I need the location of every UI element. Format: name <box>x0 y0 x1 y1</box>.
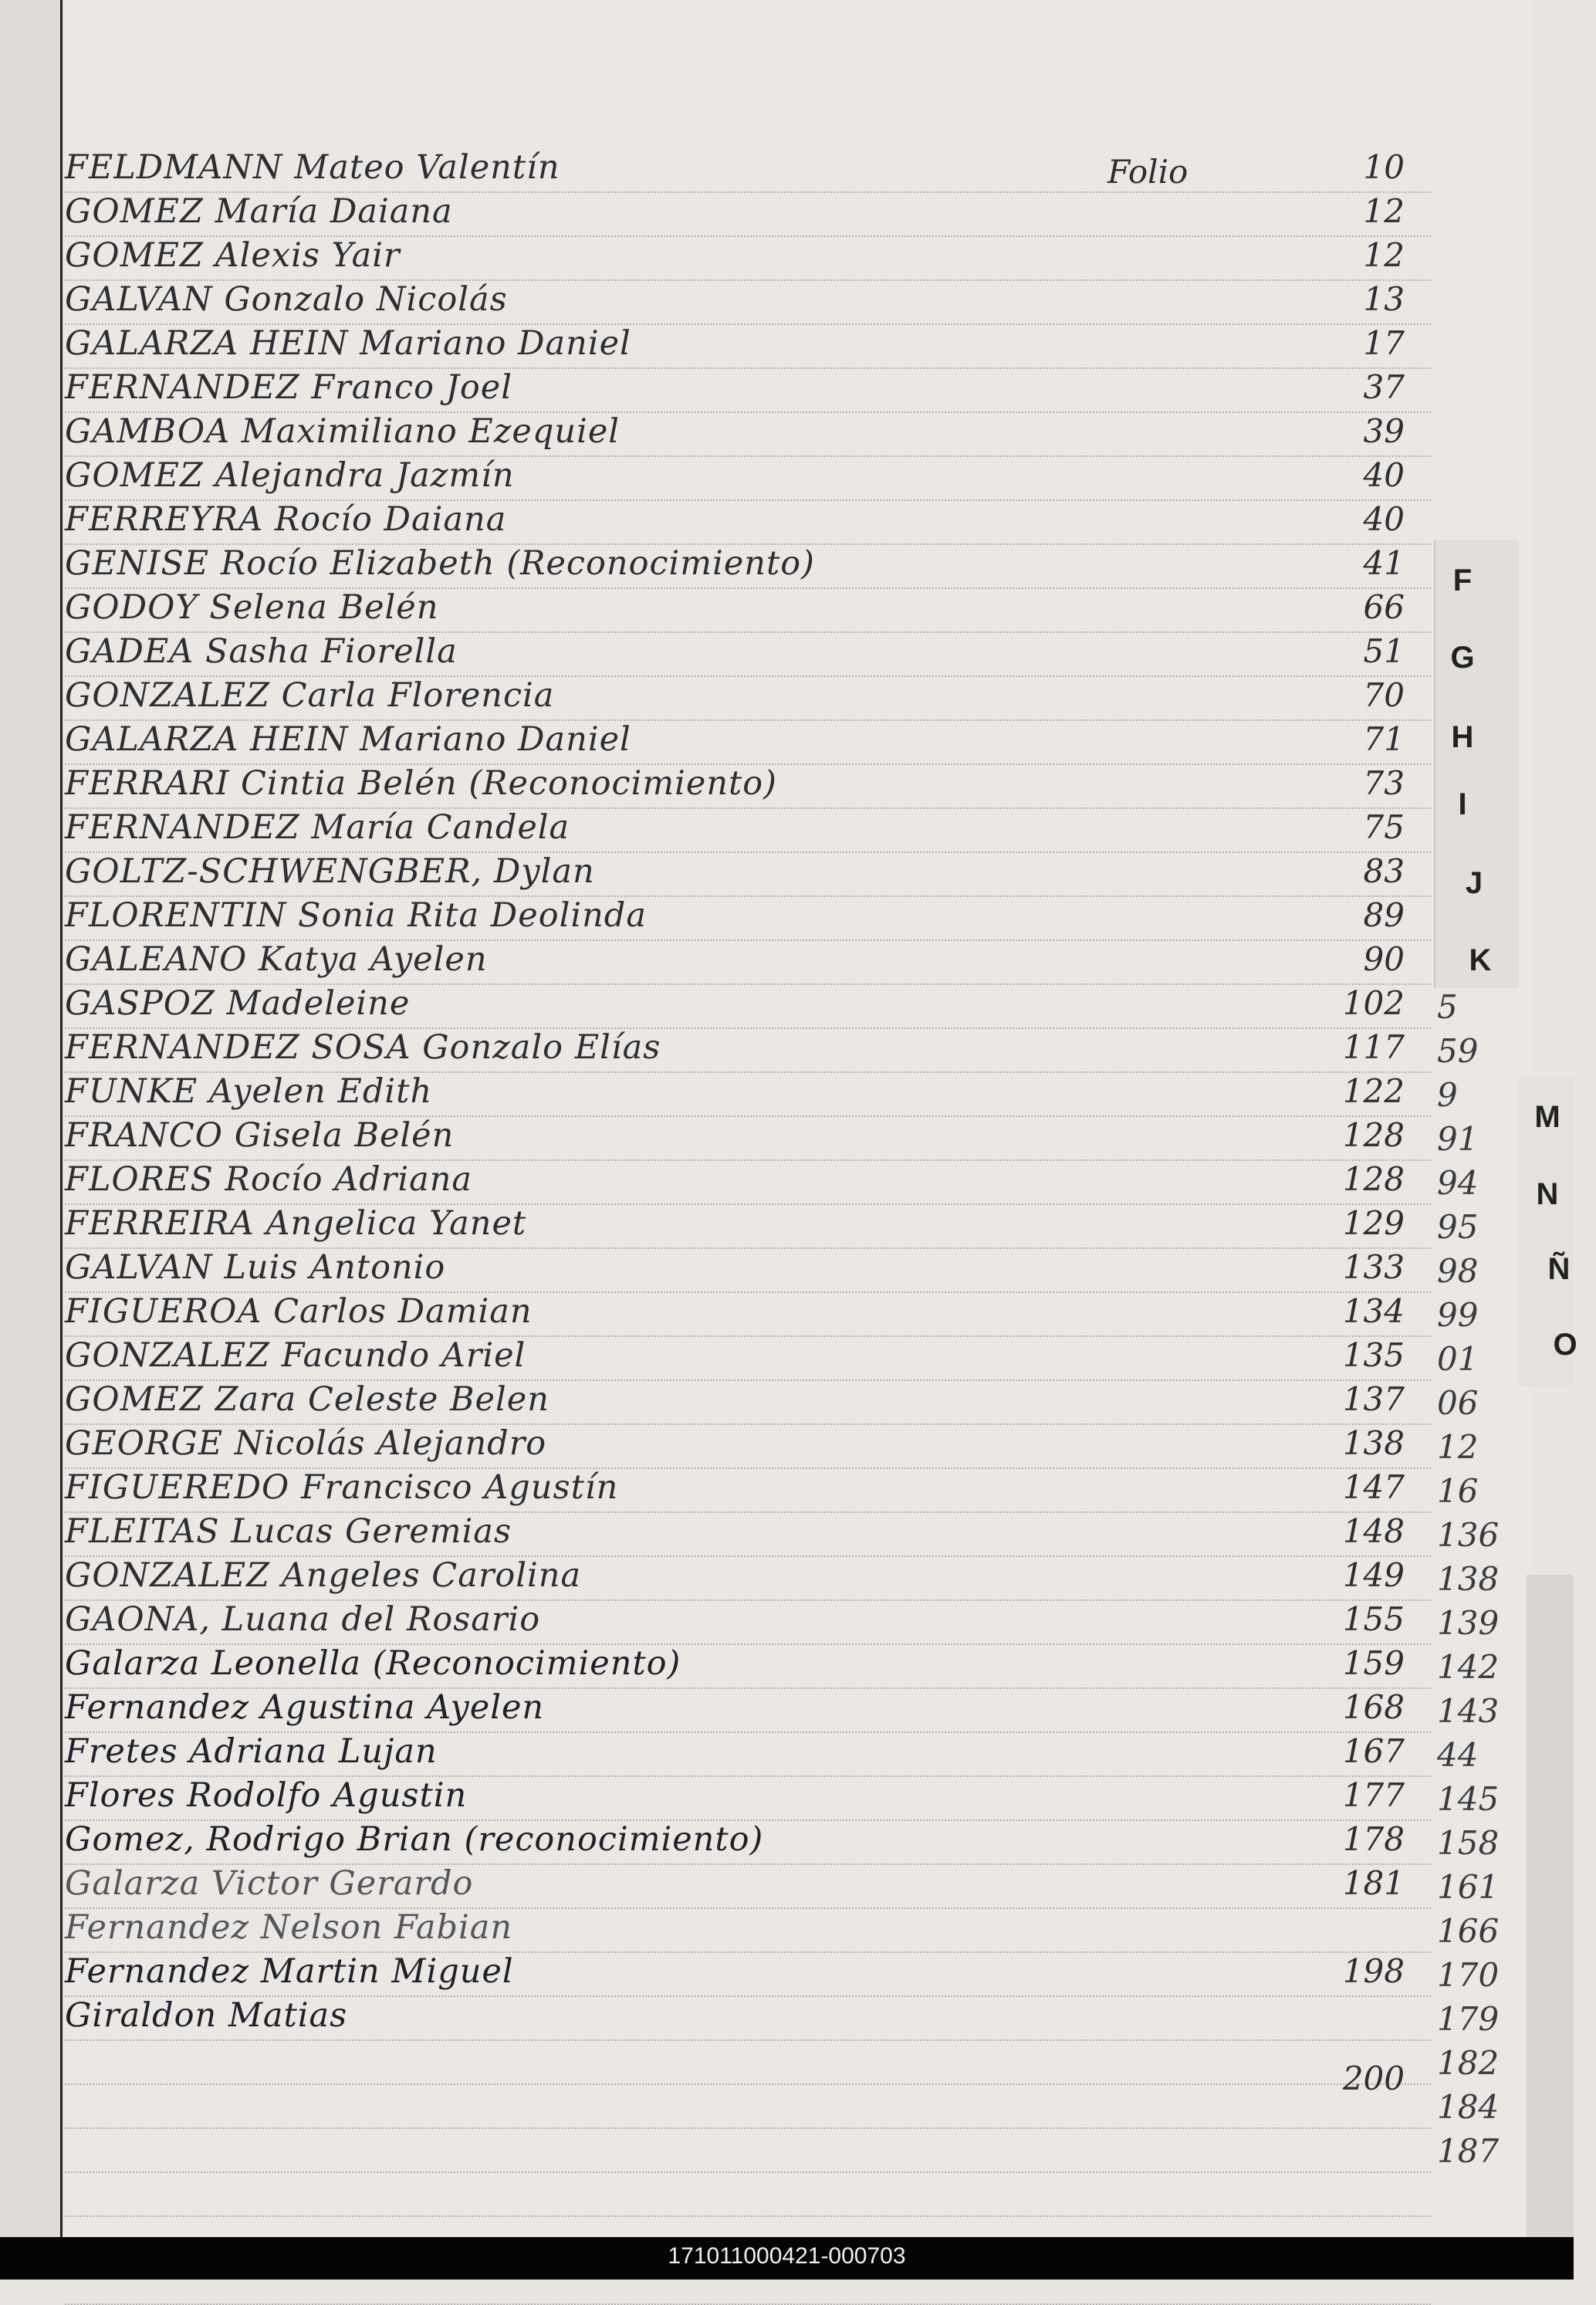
index-tab-8[interactable]: N <box>1536 1177 1559 1211</box>
secondary-folio: 143 <box>1437 1692 1500 1730</box>
entry-name: FLORES Rocío Adriana <box>65 1160 473 1199</box>
secondary-folio: 145 <box>1437 1780 1500 1818</box>
entry-name: FIGUEROA Carlos Damian <box>65 1292 533 1331</box>
secondary-folio: 142 <box>1437 1648 1500 1686</box>
entry-folio: 122 <box>1342 1072 1405 1110</box>
index-tab-3[interactable]: H <box>1451 720 1474 754</box>
entry-name: GOMEZ Alexis Yair <box>65 236 401 275</box>
entry-folio: 147 <box>1342 1468 1405 1506</box>
entry-name: Fernandez Martin Miguel <box>65 1952 514 1991</box>
entry-folio: 178 <box>1342 1820 1405 1858</box>
folio-column-header: Folio <box>1107 153 1189 191</box>
index-tab-4[interactable]: I <box>1458 787 1467 821</box>
secondary-folio: 139 <box>1437 1604 1500 1642</box>
entry-name: Gomez, Rodrigo Brian (reconocimiento) <box>65 1820 764 1859</box>
entry-folio: 177 <box>1342 1776 1405 1814</box>
secondary-folio: 59 <box>1437 1032 1479 1070</box>
entry-name: GOMEZ Alejandra Jazmín <box>65 456 515 495</box>
index-tab-9[interactable]: Ñ <box>1547 1252 1571 1286</box>
document-code: 171011000421-000703 <box>668 2243 906 2269</box>
entry-folio: 129 <box>1342 1204 1405 1242</box>
entry-folio: 155 <box>1342 1600 1405 1638</box>
secondary-folio: 01 <box>1437 1340 1479 1378</box>
index-tab-2[interactable]: G <box>1450 641 1475 675</box>
entry-name: FELDMANN Mateo Valentín <box>65 148 560 187</box>
entry-folio: 17 <box>1363 324 1405 362</box>
index-tab-7[interactable]: M <box>1534 1100 1560 1134</box>
secondary-folio: 16 <box>1437 1472 1479 1510</box>
index-tab-1[interactable]: F <box>1452 564 1473 597</box>
entry-folio: 75 <box>1363 808 1405 846</box>
entry-folio: 10 <box>1363 148 1405 186</box>
entry-folio: 83 <box>1363 852 1405 890</box>
index-tab-10[interactable]: O <box>1553 1328 1577 1362</box>
entry-name: FERREYRA Rocío Daiana <box>65 500 507 539</box>
secondary-folio: 182 <box>1437 2044 1500 2082</box>
secondary-folio: 170 <box>1437 1956 1500 1994</box>
secondary-folio: 5 <box>1437 988 1458 1026</box>
entry-name: Fernandez Agustina Ayelen <box>65 1688 545 1727</box>
entry-name: Giraldon Matias <box>65 1996 348 2035</box>
entry-folio: 40 <box>1363 500 1405 538</box>
entry-folio: 102 <box>1342 984 1405 1022</box>
entry-folio: 13 <box>1363 280 1405 318</box>
entry-name: GENISE Rocío Elizabeth (Reconocimiento) <box>65 544 815 583</box>
entry-name: Flores Rodolfo Agustin <box>65 1776 468 1815</box>
entry-name: GONZALEZ Facundo Ariel <box>65 1336 526 1375</box>
entry-name: FERNANDEZ María Candela <box>65 808 570 847</box>
entry-folio: 89 <box>1363 896 1405 934</box>
secondary-folio: 12 <box>1437 1428 1479 1466</box>
entry-name: GALARZA HEIN Mariano Daniel <box>65 720 631 759</box>
index-tab-5[interactable]: J <box>1465 866 1483 900</box>
entry-folio: 70 <box>1363 676 1405 714</box>
entry-folio: 117 <box>1342 1028 1405 1066</box>
secondary-folio: 9 <box>1437 1076 1458 1114</box>
entry-folio: 37 <box>1363 368 1405 406</box>
entry-name: GASPOZ Madeleine <box>65 984 411 1023</box>
entry-folio: 135 <box>1342 1336 1405 1374</box>
entry-name: GALARZA HEIN Mariano Daniel <box>65 324 631 363</box>
entry-name: FERNANDEZ SOSA Gonzalo Elías <box>65 1028 661 1067</box>
secondary-folio: 44 <box>1437 1736 1479 1774</box>
entry-folio: 90 <box>1363 940 1405 978</box>
entry-folio: 198 <box>1342 1952 1405 1990</box>
entry-name: GOMEZ María Daiana <box>65 192 453 231</box>
secondary-folio: 06 <box>1437 1384 1479 1422</box>
entry-name: FLEITAS Lucas Geremias <box>65 1512 512 1551</box>
entry-name: Fernandez Nelson Fabian <box>65 1908 513 1947</box>
entry-name: Fretes Adriana Lujan <box>65 1732 438 1771</box>
entry-name: FUNKE Ayelen Edith <box>65 1072 433 1111</box>
index-tab-6[interactable]: K <box>1469 943 1492 977</box>
entry-folio: 12 <box>1363 192 1405 230</box>
entry-folio: 148 <box>1342 1512 1405 1550</box>
entry-name: GONZALEZ Carla Florencia <box>65 676 555 715</box>
entry-name: Galarza Victor Gerardo <box>65 1864 474 1903</box>
entry-name: GALVAN Luis Antonio <box>65 1248 446 1287</box>
entry-folio: 149 <box>1342 1556 1405 1594</box>
entry-name: GODOY Selena Belén <box>65 588 439 627</box>
entry-name: GOMEZ Zara Celeste Belen <box>65 1380 549 1419</box>
entry-name: GALEANO Katya Ayelen <box>65 940 488 979</box>
entry-folio: 73 <box>1363 764 1405 802</box>
secondary-folio: 98 <box>1437 1252 1479 1290</box>
entry-name: GAMBOA Maximiliano Ezequiel <box>65 412 620 451</box>
entry-name: GAONA, Luana del Rosario <box>65 1600 541 1639</box>
entry-name: FRANCO Gisela Belén <box>65 1116 455 1155</box>
entry-folio: 159 <box>1342 1644 1405 1682</box>
secondary-folio: 161 <box>1437 1868 1500 1906</box>
entry-name: FERNANDEZ Franco Joel <box>65 368 512 407</box>
entry-name: GEORGE Nicolás Alejandro <box>65 1424 547 1463</box>
entry-folio: 168 <box>1342 1688 1405 1726</box>
entry-folio: 128 <box>1342 1160 1405 1198</box>
entry-folio: 138 <box>1342 1424 1405 1462</box>
entry-name: GONZALEZ Angeles Carolina <box>65 1556 582 1595</box>
entry-folio: 128 <box>1342 1116 1405 1154</box>
secondary-folio: 94 <box>1437 1164 1479 1202</box>
entry-folio: 71 <box>1363 720 1405 758</box>
secondary-folio: 136 <box>1437 1516 1500 1554</box>
entry-name: Galarza Leonella (Reconocimiento) <box>65 1644 681 1683</box>
entry-name: FIGUEREDO Francisco Agustín <box>65 1468 619 1507</box>
entry-name: FERRARI Cintia Belén (Reconocimiento) <box>65 764 777 803</box>
entry-folio: 137 <box>1342 1380 1405 1418</box>
entry-folio: 181 <box>1342 1864 1405 1902</box>
entry-name: FERREIRA Angelica Yanet <box>65 1204 527 1243</box>
extra-folio: 200 <box>1342 2060 1405 2097</box>
secondary-folio: 138 <box>1437 1560 1500 1598</box>
entry-folio: 40 <box>1363 456 1405 494</box>
entry-folio: 12 <box>1363 236 1405 274</box>
page-edge-strip <box>1527 1575 1574 2237</box>
entry-folio: 39 <box>1363 412 1405 450</box>
entry-name: GADEA Sasha Fiorella <box>65 632 458 671</box>
secondary-folio: 187 <box>1437 2132 1500 2170</box>
secondary-folio: 99 <box>1437 1296 1479 1334</box>
secondary-folio: 179 <box>1437 2000 1500 2038</box>
entry-name: FLORENTIN Sonia Rita Deolinda <box>65 896 647 935</box>
secondary-folio: 166 <box>1437 1912 1500 1950</box>
index-tab-strip <box>1434 540 1519 988</box>
entry-folio: 134 <box>1342 1292 1405 1330</box>
entry-name: GOLTZ-SCHWENGBER, Dylan <box>65 852 595 891</box>
entry-folio: 41 <box>1363 544 1405 582</box>
entry-folio: 133 <box>1342 1248 1405 1286</box>
entry-folio: 51 <box>1363 632 1405 670</box>
secondary-folio: 158 <box>1437 1824 1500 1862</box>
secondary-folio: 184 <box>1437 2088 1500 2126</box>
entry-name: GALVAN Gonzalo Nicolás <box>65 280 508 319</box>
entry-folio: 66 <box>1363 588 1405 626</box>
secondary-folio: 91 <box>1437 1120 1479 1158</box>
entry-folio: 167 <box>1342 1732 1405 1770</box>
secondary-folio: 95 <box>1437 1208 1479 1246</box>
